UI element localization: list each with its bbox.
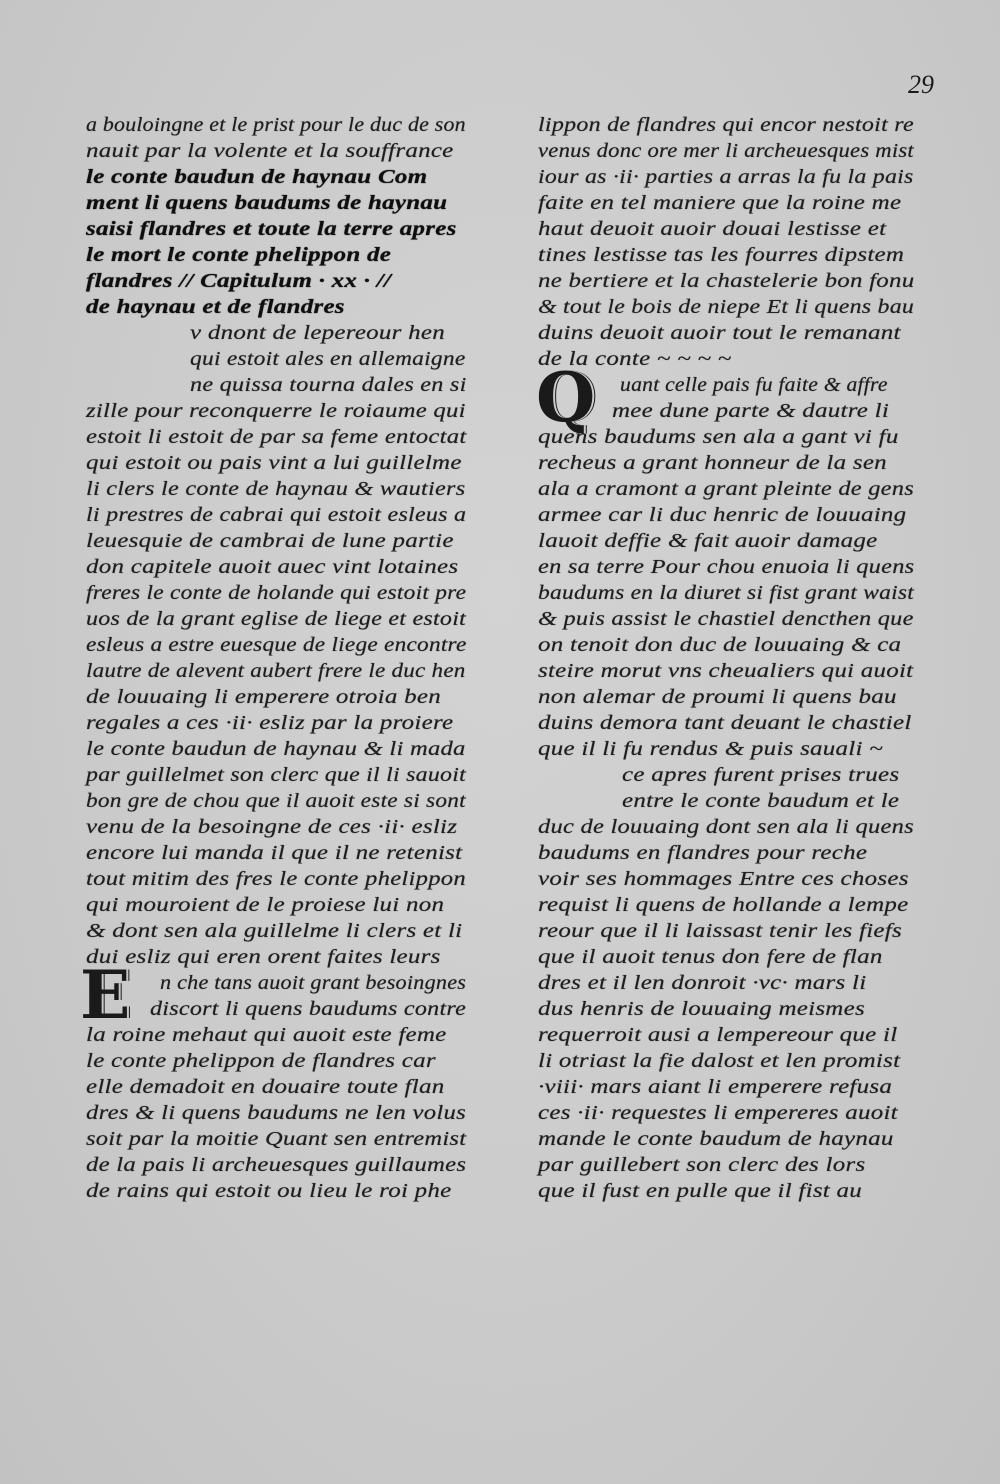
- right-column-line: uant celle pais fu faite & affre: [620, 374, 888, 396]
- decorated-initial-e: E: [80, 956, 131, 1034]
- right-column-line: requerroit ausi a lempereour que il: [538, 1024, 898, 1046]
- left-column-line: don capitele auoit auec vint lotaines: [86, 556, 459, 578]
- folio-number: 29: [908, 70, 934, 99]
- right-column-line: lauoit deffie & fait auoir damage: [538, 530, 878, 552]
- left-column-line: & dont sen ala guillelme li clers et li: [86, 920, 463, 942]
- left-column-line: venu de la besoingne de ces ·ii· esliz: [86, 816, 458, 838]
- right-column-line: armee car li duc henric de louuaing: [538, 504, 907, 526]
- right-column-line: requist li quens de hollande a lempe: [538, 894, 909, 916]
- right-column-line: ne bertiere et la chastelerie bon fonu: [538, 270, 915, 292]
- left-column-line: de haynau et de flandres: [86, 296, 345, 318]
- left-column-line: zille pour reconquerre le roiaume qui: [86, 400, 466, 422]
- left-column-line: de rains qui estoit ou lieu le roi phe: [86, 1180, 452, 1202]
- left-column-line: flandres // Capitulum · xx · //: [86, 270, 392, 292]
- left-column-line: freres le conte de holande qui estoit pre: [86, 582, 467, 604]
- left-column-line: estoit li estoit de par sa feme entoctat: [86, 426, 467, 448]
- right-column-line: dus henris de louuaing meismes: [538, 998, 865, 1020]
- right-column-line: on tenoit don duc de louuaing & ca: [538, 634, 902, 656]
- right-column-line: haut deuoit auoir douai lestisse et: [538, 218, 887, 240]
- left-column-line: qui estoit ou pais vint a lui guillelme: [86, 452, 462, 474]
- left-column-line: soit par la moitie Quant sen entremist: [86, 1128, 467, 1150]
- left-column-line: nauit par la volente et la souffrance: [86, 140, 454, 162]
- right-column-line: ·viii· mars aiant li emperere refusa: [538, 1076, 893, 1098]
- left-column-line: dres & li quens baudums ne len volus: [86, 1102, 467, 1124]
- right-column-line: ce apres furent prises trues: [622, 764, 900, 786]
- right-column-line: li otriast la fie dalost et len promist: [538, 1050, 901, 1072]
- right-column-line: & tout le bois de niepe Et li quens bau: [538, 296, 915, 318]
- right-column-line: non alemar de proumi li quens bau: [538, 686, 897, 708]
- left-column-line: discort li quens baudums contre: [150, 998, 467, 1020]
- left-column-line: de louuaing li emperere otroia ben: [86, 686, 441, 708]
- right-column-line: iour as ·ii· parties a arras la fu la pais: [538, 166, 914, 188]
- left-column-line: esleus a estre euesque de liege encontre: [86, 634, 467, 656]
- left-column-line: qui mouroient de le proiese lui non: [86, 894, 445, 916]
- right-column-line: tines lestisse tas les fourres dipstem: [538, 244, 905, 266]
- right-column-line: quens baudums sen ala a gant vi fu: [538, 426, 899, 448]
- right-column-line: lippon de flandres qui encor nestoit re: [538, 114, 914, 136]
- left-column-line: a bouloingne et le prist pour le duc de son: [86, 114, 466, 136]
- right-column-line: ala a cramont a grant pleinte de gens: [538, 478, 914, 500]
- right-column-line: duc de louuaing dont sen ala li quens: [538, 816, 914, 838]
- left-column-line: leuesquie de cambrai de lune partie: [86, 530, 454, 552]
- right-column-line: dres et il len donroit ·vc· mars li: [538, 972, 867, 994]
- right-column-line: baudums en flandres pour reche: [538, 842, 868, 864]
- left-column-line: elle demadoit en douaire toute flan: [86, 1076, 445, 1098]
- left-column-line: li prestres de cabrai qui estoit esleus a: [86, 504, 467, 526]
- left-column-line: lautre de alevent aubert frere le duc hen: [86, 660, 466, 682]
- left-column-line: encore lui manda il que il ne retenist: [86, 842, 463, 864]
- right-column-line: baudums en la diuret si fist grant waist: [538, 582, 915, 604]
- left-column-line: qui estoit ales en allemaigne: [190, 348, 466, 370]
- left-column-line: uos de la grant eglise de liege et estoit: [86, 608, 467, 630]
- right-column-line: reour que il li laissast tenir les fiefs: [538, 920, 902, 942]
- decorated-initial-q: Q: [536, 358, 596, 438]
- left-column-line: tout mitim des fres le conte phelippon: [86, 868, 466, 890]
- right-column-line: entre le conte baudum et le: [622, 790, 900, 812]
- right-column-line: que il li fu rendus & puis sauali ~: [538, 738, 883, 760]
- right-column-line: recheus a grant honneur de la sen: [538, 452, 887, 474]
- right-column-line: voir ses hommages Entre ces choses: [538, 868, 909, 890]
- right-column-line: faite en tel maniere que la roine me: [538, 192, 902, 214]
- right-column-line: ces ·ii· requestes li empereres auoit: [538, 1102, 898, 1124]
- right-column-line: de la conte ~ ~ ~ ~: [538, 348, 732, 370]
- left-column-line: le mort le conte phelippon de: [86, 244, 392, 266]
- left-column-line: li clers le conte de haynau & wautiers: [86, 478, 466, 500]
- right-column-line: par guillebert son clerc des lors: [538, 1154, 866, 1176]
- right-column-line: que il fust en pulle que il fist au: [538, 1180, 863, 1202]
- left-column-line: le conte phelippon de flandres car: [86, 1050, 436, 1072]
- right-column-line: steire morut vns cheualiers qui auoit: [538, 660, 914, 682]
- left-column-line: la roine mehaut qui auoit este feme: [86, 1024, 447, 1046]
- left-column-line: le conte baudun de haynau Com: [86, 166, 428, 188]
- left-column-line: n che tans auoit grant besoingnes: [160, 972, 467, 994]
- right-column-line: mande le conte baudum de haynau: [538, 1128, 894, 1150]
- left-column-line: ment li quens baudums de haynau: [86, 192, 448, 214]
- right-column-line: que il auoit tenus don fere de flan: [538, 946, 883, 968]
- right-column-line: venus donc ore mer li archeuesques mist: [538, 140, 914, 162]
- right-column-line: duins demora tant deuant le chastiel: [538, 712, 912, 734]
- left-column-line: saisi flandres et toute la terre apres: [86, 218, 457, 240]
- left-column-line: v dnont de lepereour hen: [190, 322, 445, 344]
- left-column-line: de la pais li archeuesques guillaumes: [86, 1154, 467, 1176]
- right-column-line: duins deuoit auoir tout le remanant: [538, 322, 901, 344]
- left-column-line: regales a ces ·ii· esliz par la proiere: [86, 712, 454, 734]
- left-column-line: par guillelmet son clerc que il li sauoit: [86, 764, 466, 786]
- left-column-line: ne quissa tourna dales en si: [190, 374, 467, 396]
- right-column-line: mee dune parte & dautre li: [612, 400, 890, 422]
- right-column-line: en sa terre Pour chou enuoia li quens: [538, 556, 915, 578]
- left-column-line: le conte baudun de haynau & li mada: [86, 738, 466, 760]
- left-column-line: bon gre de chou que il auoit este si sont: [86, 790, 466, 812]
- right-column-line: & puis assist le chastiel dencthen que: [538, 608, 914, 630]
- left-column-line: dui esliz qui eren orent faites leurs: [86, 946, 441, 968]
